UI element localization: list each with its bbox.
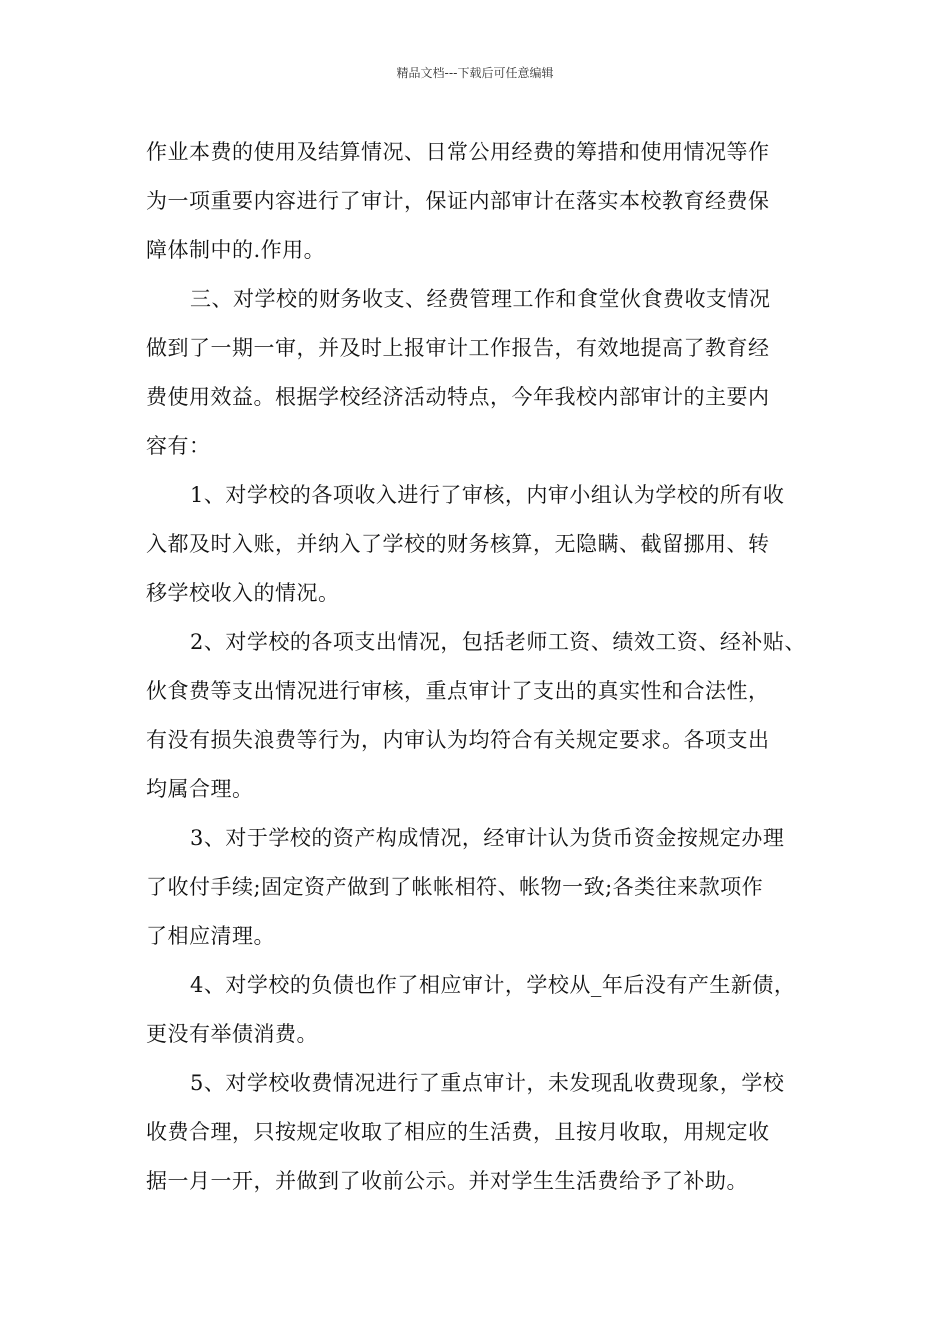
paragraph-start-line: 2、对学校的各项支出情况，包括老师工资、绩效工资、经补贴、: [190, 630, 806, 654]
paragraph-start-line: 三、对学校的财务收支、经费管理工作和食堂伙食费收支情况: [190, 287, 771, 311]
text-line: 费使用效益。根据学校经济活动特点，今年我校内部审计的主要内: [146, 385, 770, 409]
text-line: 据一月一开，并做到了收前公示。并对学生生活费给予了补助。: [146, 1169, 748, 1193]
text-line: 为一项重要内容进行了审计，保证内部审计在落实本校教育经费保: [146, 189, 770, 213]
paragraph-start-line: 5、对学校收费情况进行了重点审计，未发现乱收费现象，学校: [190, 1071, 785, 1095]
text-line: 障体制中的.作用。: [146, 238, 326, 262]
paragraph-start-line: 3、对于学校的资产构成情况，经审计认为货币资金按规定办理: [190, 826, 785, 850]
text-line: 有没有损失浪费等行为，内审认为均符合有关规定要求。各项支出: [146, 728, 770, 752]
text-line: 更没有举债消费。: [146, 1022, 318, 1046]
text-line: 了相应清理。: [146, 924, 275, 948]
text-line: 均属合理。: [146, 777, 254, 801]
text-line: 容有：: [146, 434, 211, 458]
text-line: 入都及时入账，并纳入了学校的财务核算，无隐瞒、截留挪用、转: [146, 532, 770, 556]
text-line: 作业本费的使用及结算情况、日常公用经费的筹措和使用情况等作: [146, 140, 770, 164]
text-line: 移学校收入的情况。: [146, 581, 340, 605]
text-line: 了收付手续;固定资产做到了帐帐相符、帐物一致;各类往来款项作: [146, 875, 764, 899]
text-line: 做到了一期一审，并及时上报审计工作报告，有效地提高了教育经: [146, 336, 770, 360]
page-header: 精品文档---下载后可任意编辑: [396, 66, 554, 80]
text-line: 收费合理，只按规定收取了相应的生活费，且按月收取，用规定收: [146, 1120, 770, 1144]
text-line: 伙食费等支出情况进行审核，重点审计了支出的真实性和合法性，: [146, 679, 770, 703]
paragraph-start-line: 1、对学校的各项收入进行了审核，内审小组认为学校的所有收: [190, 483, 785, 507]
paragraph-start-line: 4、对学校的负债也作了相应审计，学校从_年后没有产生新债，: [190, 973, 796, 997]
document-body: [146, 128, 810, 1206]
